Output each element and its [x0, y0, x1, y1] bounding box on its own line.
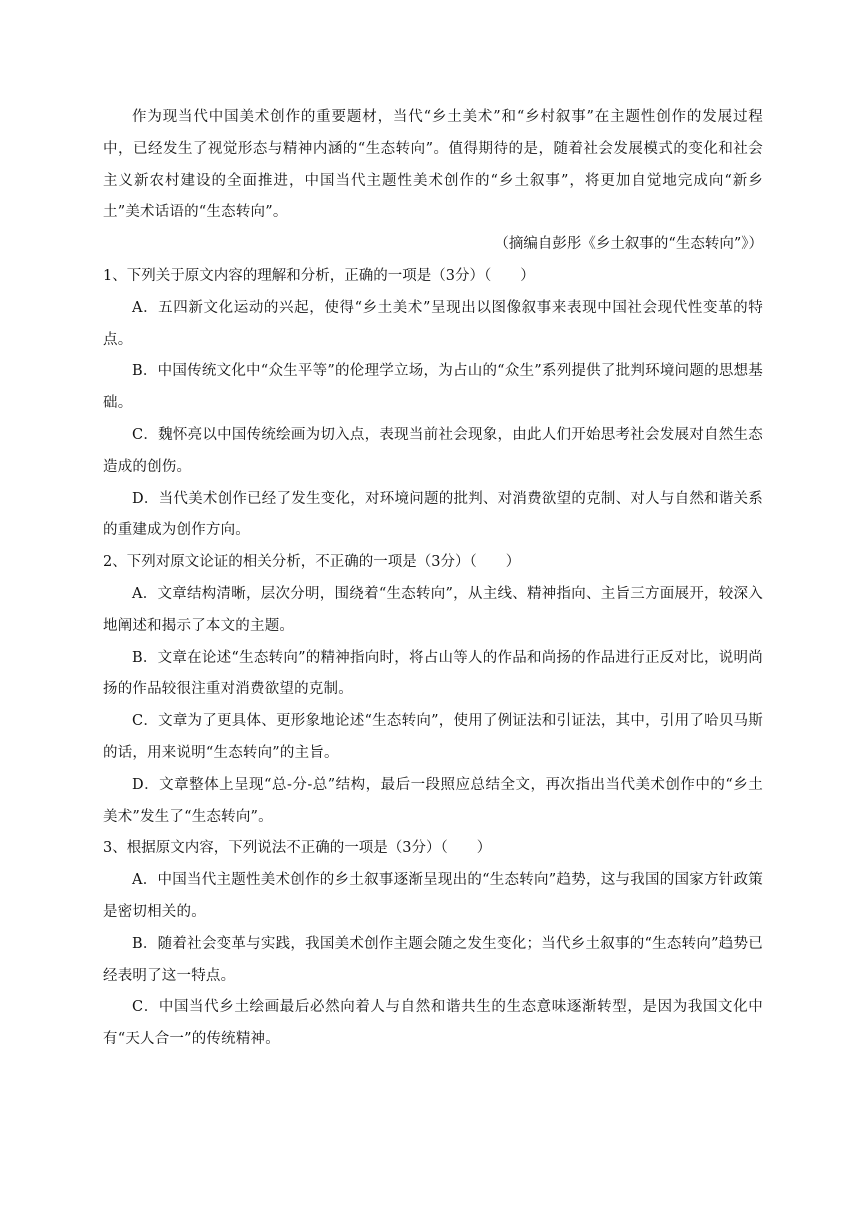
question-stem: 1、下列关于原文内容的理解和分析，正确的一项是（3分）（ ） [103, 267, 535, 284]
option-c: C．文章为了更具体、更形象地论述“生态转向”，使用了例证法和引证法，其中，引用了哈贝马斯的话，用来说明“生态转向”的主旨。 [103, 713, 763, 761]
question-1 [103, 261, 763, 547]
option-d: D．当代美术创作已经了发生变化，对环境问题的批判、对消费欲望的克制、对人与自然和谐关系的重建成为创作方向。 [103, 490, 763, 539]
option-a: A．五四新文化运动的兴起，使得“乡土美术”呈现出以图像叙事来表现中国社会现代性变革的特点。 [103, 299, 763, 348]
question-3 [103, 833, 763, 1056]
option-a: A．中国当代主题性美术创作的乡土叙事逐渐呈现出的“生态转向”趋势，这与我国的国家方针政策是密切相关的。 [103, 872, 763, 920]
option-c: C．中国当代乡土绘画最后必然向着人与自然和谐共生的生态意味逐渐转型，是因为我国文化中有“天人合一”的传统精神。 [103, 999, 763, 1048]
option-b: B．文章在论述“生态转向”的精神指向时，将占山等人的作品和尚扬的作品进行正反对比，说明尚扬的作品较很注重对消费欲望的克制。 [103, 649, 763, 698]
option-d: D．文章整体上呈现“总-分-总”结构，最后一段照应总结全文，再次指出当代美术创作中的“乡土美术”发生了“生态转向”。 [103, 776, 763, 825]
question-stem: 2、下列对原文论证的相关分析，不正确的一项是（3分）（ ） [103, 554, 521, 571]
option-c: C．魏怀亮以中国传统绘画为切入点，表现当前社会现象，由此人们开始思考社会发展对自然生态造成的创伤。 [103, 426, 763, 475]
question-2 [103, 547, 763, 833]
option-b: B．随着社会变革与实践，我国美术创作主题会随之发生变化；当代乡土叙事的“生态转向”趋势已经表明了这一特点。 [103, 935, 763, 984]
option-a: A．文章结构清晰，层次分明，围绕着“生态转向”，从主线、精神指向、主旨三方面展开，较深入地阐述和揭示了本文的主题。 [103, 585, 763, 634]
document-page [103, 102, 763, 1056]
passage-paragraph: 作为现当代中国美术创作的重要题材，当代“乡土美术”和“乡村叙事”在主题性创作的发展过程中，已经发生了视觉形态与精神内涵的“生态转向”。值得期待的是，随着社会发展模式的变化和社会主义新农村建设的全面推进，中国当代主题性美术创作的“乡土叙事”，将更加自觉地完成向“新乡土”美术话语的“生态转向”。 [103, 109, 763, 221]
question-stem: 3、根据原文内容，下列说法不正确的一项是（3分）（ ） [103, 840, 492, 857]
passage-source: （摘编自彭彤《乡土叙事的“生态转向”》） [494, 236, 763, 253]
option-b: B．中国传统文化中“众生平等”的伦理学立场，为占山的“众生”系列提供了批判环境问题的思想基础。 [103, 363, 763, 412]
